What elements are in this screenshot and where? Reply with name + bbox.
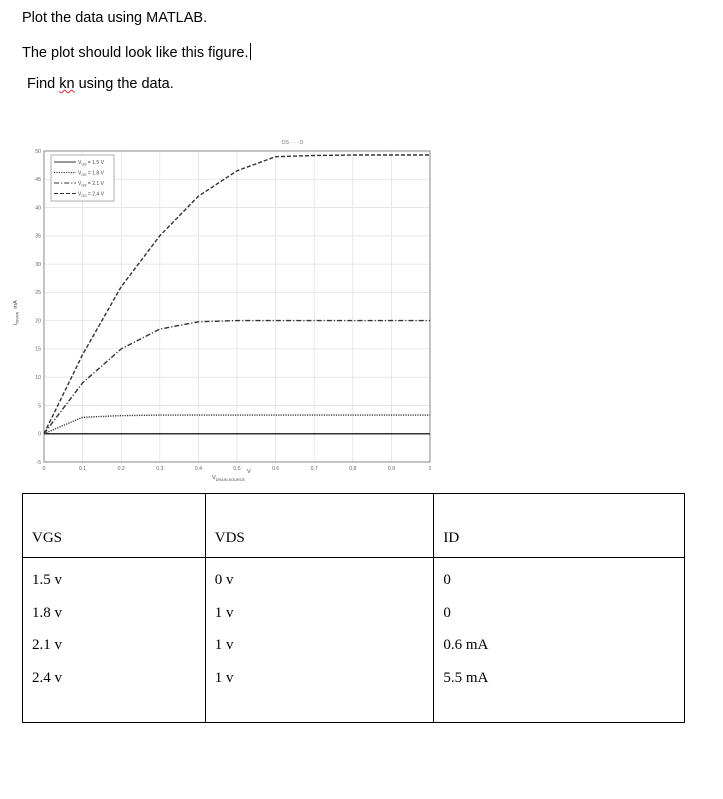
instruction-line-3 [27, 76, 174, 92]
y-axis-label-unit: mA [13, 300, 19, 309]
legend-label-main: V [78, 181, 82, 187]
y-tick-labels [35, 149, 41, 466]
table-header-row [23, 494, 685, 558]
vgs-column-cell [23, 558, 206, 723]
id-value: 5.5 mA [443, 669, 489, 686]
id-value: 0 [443, 572, 451, 588]
x-tick-label: 0.1 [78, 466, 87, 472]
vds-column-cell [205, 558, 434, 723]
x-tick-label: 0.5 [233, 466, 241, 472]
vds-value: 1 v [214, 669, 234, 686]
top-fragment: DS · · · D [282, 140, 304, 146]
x-tick-label: 0.6 [271, 466, 280, 472]
legend-label-main: V [78, 191, 82, 198]
y-axis-label-sub: DRAIN [15, 311, 20, 324]
header-cell-vds [205, 494, 434, 558]
legend-label-sub: GS [81, 194, 87, 198]
legend-label-eq: = 1.8 V [86, 170, 104, 177]
text-cursor [250, 43, 251, 60]
y-axis-label [13, 300, 20, 325]
y-tick-label: 35 [35, 233, 41, 240]
iv-chart [0, 135, 445, 487]
y-tick-label: 0 [38, 431, 41, 438]
legend-label-eq: = 1.5 V [86, 160, 104, 166]
id-value: 0 [443, 604, 451, 621]
y-tick-label: -5 [36, 459, 41, 466]
vds-value: 1 v [214, 604, 234, 621]
instruction-line-1: Plot the data using MATLAB. [22, 10, 208, 26]
y-tick-label: 15 [35, 346, 41, 353]
legend-label-eq: = 2.4 V [86, 191, 104, 198]
header-cell-id [434, 494, 685, 558]
vgs-value: 1.5 v [32, 572, 62, 588]
x-axis-label-main: V [212, 475, 216, 481]
vds-value: 1 v [214, 637, 234, 653]
y-tick-label: 5 [38, 403, 41, 410]
x-axis-label-sub: DRAIN-SOURCE [215, 478, 245, 482]
x-tick-label: 0.7 [310, 466, 318, 472]
y-tick-label: 20 [35, 318, 41, 325]
vds-value: 0 v [214, 572, 234, 588]
header-cell-vgs [23, 494, 206, 558]
x-tick-label: 1 [428, 466, 432, 472]
data-table [22, 493, 685, 723]
vgs-value: 2.1 v [32, 637, 62, 653]
legend-label-sub: GS [81, 173, 87, 177]
x-tick-label: 0 [42, 466, 46, 472]
legend-label-main: V [78, 170, 82, 177]
chart-legend [51, 155, 114, 201]
vgs-value: 1.8 v [32, 604, 62, 621]
y-tick-label: 10 [35, 374, 41, 381]
y-tick-label: 30 [35, 261, 41, 268]
id-column-cell [434, 558, 685, 723]
id-value: 0.6 mA [443, 637, 489, 653]
legend-label-main: V [78, 160, 82, 166]
legend-label-eq: = 2.1 V [86, 181, 104, 187]
table-body-row [23, 558, 685, 723]
legend-label-sub: GS [81, 183, 87, 188]
y-tick-label: 40 [35, 205, 41, 212]
y-axis-label-main: I [13, 323, 19, 325]
x-tick-labels [43, 466, 432, 472]
vgs-value: 2.4 v [32, 669, 62, 686]
x-tick-label: 0.4 [194, 466, 203, 472]
header-vgs: VGS [32, 530, 63, 546]
instruction-line-2 [22, 43, 251, 61]
x-tick-label: 0.3 [156, 466, 164, 472]
y-tick-label: 25 [35, 290, 41, 297]
header-vds: VDS [214, 530, 245, 546]
x-tick-label: 0.9 [387, 466, 396, 472]
x-tick-label: 0.2 [117, 466, 125, 472]
x-axis-label [212, 469, 251, 482]
x-tick-label: 0.8 [349, 466, 357, 472]
header-id: ID [443, 530, 460, 546]
instruction-line-2-text: The plot should look like this figure. [22, 45, 249, 61]
legend-label-sub: GS [81, 162, 87, 167]
instruction-line-3-post: using the data. [74, 76, 174, 92]
x-axis-label-unit: V [247, 469, 251, 475]
y-tick-label: 45 [35, 177, 41, 184]
instruction-line-3-pre: Find [27, 76, 60, 92]
spellcheck-word-kn[interactable]: kn [59, 76, 75, 92]
y-tick-label: 50 [35, 148, 41, 155]
